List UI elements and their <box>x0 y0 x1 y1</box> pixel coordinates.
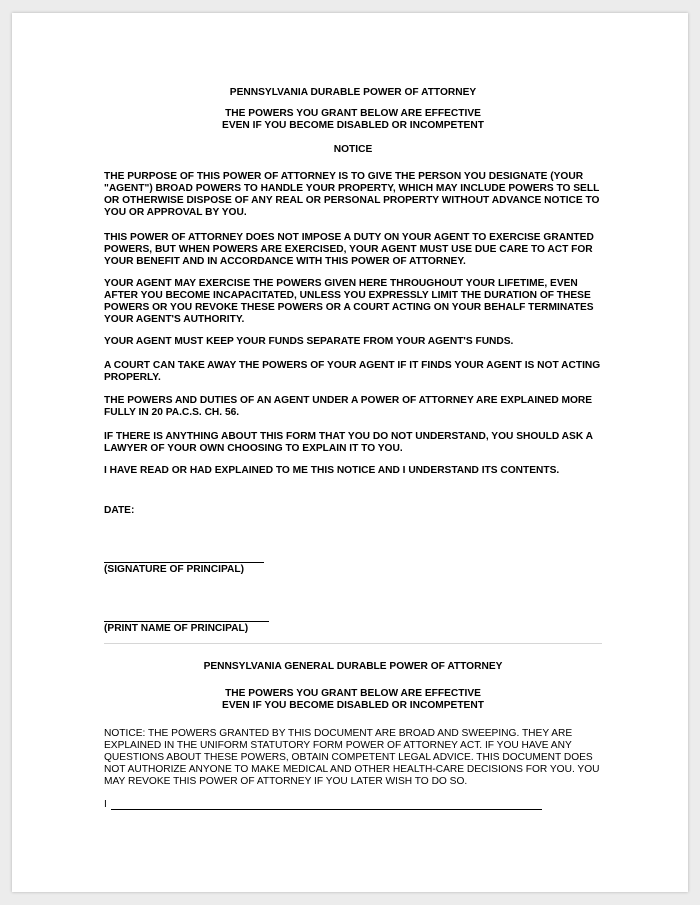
second-subtitle-line-2: EVEN IF YOU BECOME DISABLED OR INCOMPETENT <box>222 700 484 711</box>
second-title: PENNSYLVANIA GENERAL DURABLE POWER OF ATTORNEY <box>203 661 503 672</box>
notice-heading: NOTICE <box>333 144 373 155</box>
principal-name-line[interactable] <box>111 809 542 810</box>
notice-paragraph-lifetime: YOUR AGENT MAY EXERCISE THE POWERS GIVEN HERE THROUGHOUT YOUR LIFETIME, EVEN AFTER YOU BECOME INCAPACITATED, UNLESS YOU EXPRESSLY LIMIT THE DURATION OF THESE POWERS OR YOU REVOKE THESE POWERS OR A COURT ACTING ON YOUR BEHALF TERMINATES YOUR AGENT'S AUTHORITY. <box>104 278 594 325</box>
subtitle-line-2: EVEN IF YOU BECOME DISABLED OR INCOMPETENT <box>222 120 484 131</box>
notice-paragraph-lawyer: IF THERE IS ANYTHING ABOUT THIS FORM THAT YOU DO NOT UNDERSTAND, YOU SHOULD ASK A LAWYER OF YOUR OWN CHOOSING TO EXPLAIN IT TO YOU. <box>104 431 593 454</box>
document-page <box>12 13 688 892</box>
print-name-label: (PRINT NAME OF PRINCIPAL) <box>104 623 249 634</box>
notice-paragraph-court: A COURT CAN TAKE AWAY THE POWERS OF YOUR AGENT IF IT FINDS YOUR AGENT IS NOT ACTING PROPERLY. <box>104 360 601 383</box>
notice-paragraph-funds: YOUR AGENT MUST KEEP YOUR FUNDS SEPARATE FROM YOUR AGENT'S FUNDS. <box>104 336 514 347</box>
signature-line[interactable] <box>104 562 264 563</box>
notice-paragraph-purpose: THE PURPOSE OF THIS POWER OF ATTORNEY IS TO GIVE THE PERSON YOU DESIGNATE (YOUR "AGENT") BROAD POWERS TO HANDLE YOUR PROPERTY, WHICH MAY INCLUDE POWERS TO SELL OR OTHERWISE DISPOSE OF ANY REAL OR PERSONAL PROPERTY WITHOUT ADVANCE NOTICE TO YOU OR APPROVAL BY YOU. <box>104 171 600 218</box>
section-divider <box>104 643 602 644</box>
date-label: DATE: <box>104 505 135 516</box>
notice-paragraph-acknowledgement: I HAVE READ OR HAD EXPLAINED TO ME THIS NOTICE AND I UNDERSTAND ITS CONTENTS. <box>104 465 560 476</box>
notice-paragraph-duty: THIS POWER OF ATTORNEY DOES NOT IMPOSE A DUTY ON YOUR AGENT TO EXERCISE GRANTED POWERS, BUT WHEN POWERS ARE EXERCISED, YOUR AGENT MUST USE DUE CARE TO ACT FOR YOUR BENEFIT AND IN ACCORDANCE WITH THIS POWER OF ATTORNEY. <box>104 232 594 267</box>
subtitle-line-1: THE POWERS YOU GRANT BELOW ARE EFFECTIVE <box>225 108 481 119</box>
signature-label: (SIGNATURE OF PRINCIPAL) <box>104 564 244 575</box>
document-title: PENNSYLVANIA DURABLE POWER OF ATTORNEY <box>229 87 477 98</box>
second-subtitle-line-1: THE POWERS YOU GRANT BELOW ARE EFFECTIVE <box>225 688 481 699</box>
notice-paragraph-statute: THE POWERS AND DUTIES OF AN AGENT UNDER A POWER OF ATTORNEY ARE EXPLAINED MORE FULLY IN 20 PA.C.S. CH. 56. <box>104 395 593 418</box>
print-name-line[interactable] <box>104 621 269 622</box>
final-line-start: I <box>104 799 107 810</box>
second-notice-paragraph: NOTICE: THE POWERS GRANTED BY THIS DOCUMENT ARE BROAD AND SWEEPING. THEY ARE EXPLAINED IN THE UNIFORM STATUTORY FORM POWER OF ATTORNEY ACT. IF YOU HAVE ANY QUESTIONS ABOUT THESE POWERS, OBTAIN COMPETENT LEGAL ADVICE. THIS DOCUMENT DOES NOT AUTHORIZE ANYONE TO MAKE MEDICAL AND OTHER HEALTH-CARE DECISIONS FOR YOU. YOU MAY REVOKE THIS POWER OF ATTORNEY IF YOU LATER WISH TO DO SO. <box>104 728 600 787</box>
